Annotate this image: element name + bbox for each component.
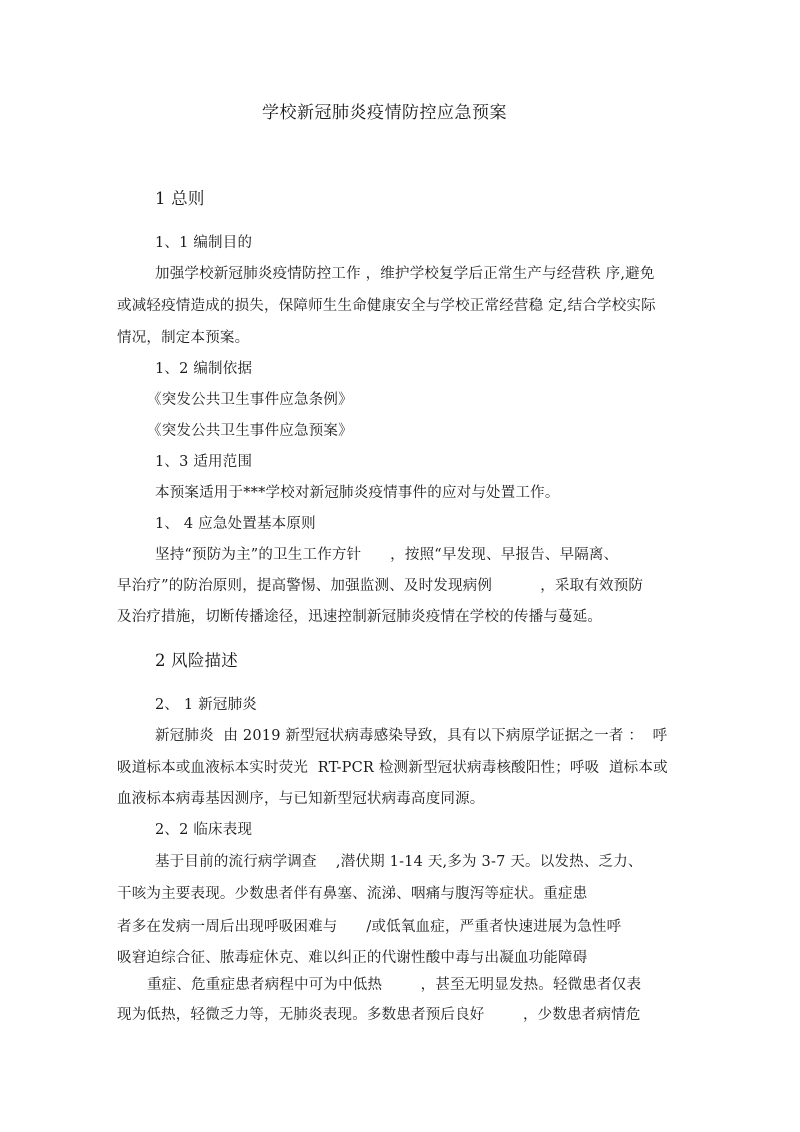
paragraph-line: 及治疗措施，切断传播途径，迅速控制新冠肺炎疫情在学校的传播与蔓延。 — [117, 609, 603, 625]
paragraph-line: 吸道标本或血液标本实时荧光 RT-PCR 检测新型冠状病毒核酸阳性；呼吸 道标本或 — [117, 760, 668, 776]
subsection-heading: 1、1 编制目的 — [155, 235, 253, 251]
paragraph-line: 血液标本病毒基因测序，与已知新型冠状病毒高度同源。 — [117, 791, 485, 807]
paragraph-line: 现为低热，轻微乏力等，无肺炎表现。多数患者预后良好 ，少数患者病情危 — [117, 1007, 641, 1023]
reference-line: 《突发公共卫生事件应急预案》 — [147, 423, 353, 439]
subsection-heading: 1、3 适用范围 — [155, 454, 253, 470]
subsection-heading: 1、 4 应急处置基本原则 — [155, 516, 316, 532]
section-heading-2: 2 风险描述 — [155, 651, 238, 670]
paragraph-line: 基于目前的流行病学调查 ,潜伏期 1-14 天,多为 3-7 天。以发热、乏力、 — [155, 854, 643, 870]
paragraph-line: 新冠肺炎 由 2019 新型冠状病毒感染导致，具有以下病原学证据之一者 ： 呼 — [155, 728, 668, 744]
paragraph-line: 加强学校新冠肺炎疫情防控工作 ，维护学校复学后正常生产与经营秩 序,避免 — [155, 266, 655, 282]
paragraph-line: 者多在发病一周后出现呼吸困难与 /或低氧血症，严重者快速进展为急性呼 — [117, 919, 622, 935]
section-heading-1: 1 总则 — [155, 189, 205, 208]
reference-line: 《突发公共卫生事件应急条例》 — [147, 392, 353, 408]
paragraph-line: 重症、危重症患者病程中可为中低热 ，甚至无明显发热。轻微患者仅表 — [147, 977, 642, 993]
paragraph-line: 本预案适用于***学校对新冠肺炎疫情事件的应对与处置工作。 — [155, 485, 560, 501]
subsection-heading: 2、2 临床表现 — [155, 822, 253, 838]
paragraph-line: 或减轻疫情造成的损失，保障师生生命健康安全与学校正常经营稳 定,结合学校实际 — [117, 298, 656, 314]
paragraph-line: 干咳为主要表现。少数患者伴有鼻塞、流涕、咽痛与腹泻等症状。重症患 — [117, 886, 588, 902]
subsection-heading: 1、2 编制依据 — [155, 361, 253, 377]
document-title: 学校新冠肺炎疫情防控应急预案 — [262, 103, 507, 123]
subsection-heading: 2、 1 新冠肺炎 — [155, 697, 257, 713]
paragraph-line: 早治疗”的防治原则，提高警惕、加强监测、及时发现病例 ，采取有效预防 — [117, 578, 644, 594]
paragraph-line: 坚持“预防为主”的卫生工作方针 ，按照“早发现、早报告、早隔离、 — [155, 547, 619, 563]
paragraph-line: 情况，制定本预案。 — [117, 330, 250, 346]
paragraph-line: 吸窘迫综合征、脓毒症休克、难以纠正的代谢性酸中毒与出凝血功能障碍 — [117, 950, 588, 966]
